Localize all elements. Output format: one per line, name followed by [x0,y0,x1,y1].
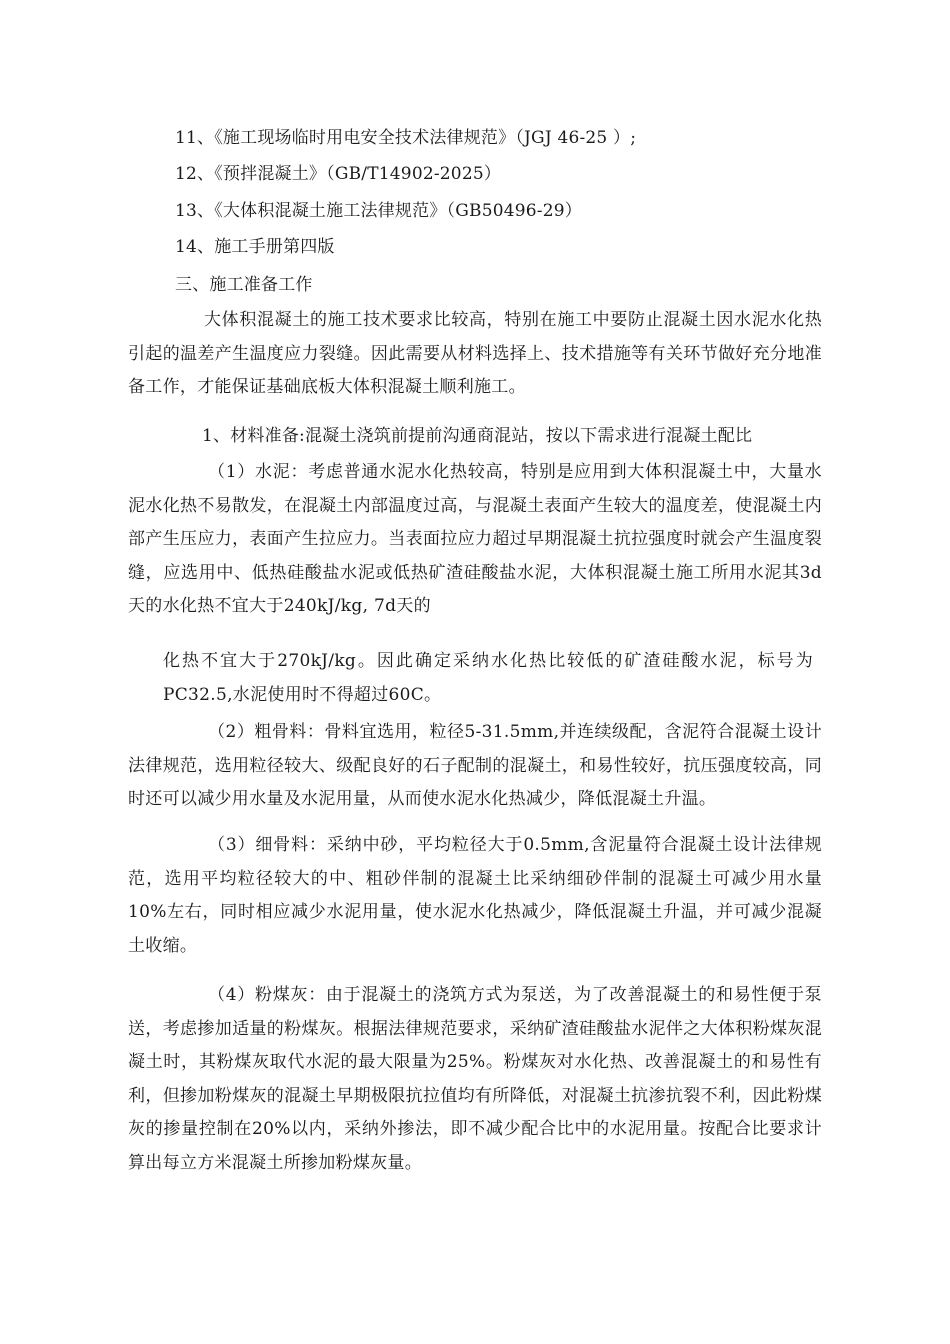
cement-paragraph: （1）水泥：考虑普通水泥水化热较高，特别是应用到大体积混凝土中，大量水泥水化热不易散发，在混凝土内部温度过高，与混凝土表面产生较大的温度差，使混凝土内部产生压应力，表面产生拉应力。当表面拉应力超过早期混凝土抗拉强度时就会产生温度裂缝，应选用中、低热硅酸盐水泥或低热矿渣硅酸盐水泥，大体积混凝土施工所用水泥其3d天的水化热不宜大于240kJ/kg, 7d天的 [128,462,822,616]
reference-item-14: 14、施工手册第四版 [175,237,335,257]
fly-ash-paragraph: （4）粉煤灰：由于混凝土的浇筑方式为泵送，为了改善混凝土的和易性便于泵送，考虑掺加适量的粉煤灰。根据法律规范要求，采纳矿渣硅酸盐水泥伴之大体积粉煤灰混凝土时，其粉煤灰取代水泥的最大限量为25%。粉煤灰对水化热、改善混凝土的和易性有利，但掺加粉煤灰的混凝土早期极限抗拉值均有所降低，对混凝土抗渗抗裂不利，因此粉煤灰的掺量控制在20%以内，采纳外掺法，即不减少配合比中的水泥用量。按配合比要求计算出每立方米混凝土所掺加粉煤灰量。 [128,985,822,1173]
reference-item-12: 12、《预拌混凝土》（GB/T14902-2025） [175,164,502,184]
fine-aggregate-paragraph: （3）细骨料：采纳中砂，平均粒径大于0.5mm,含泥量符合混凝土设计法律规范，选用平均粒径较大的中、粗砂伴制的混凝土比采纳细砂伴制的混凝土可减少用水量10%左右，同时相应减少水泥用量，使水泥水化热减少，降低混凝土升温，并可减少混凝土收缩。 [128,835,822,956]
cement-continuation-paragraph: 化热不宜大于270kJ/kg。因此确定采纳水化热比较低的矿渣硅酸水泥，标号为PC32.5,水泥使用时不得超过60C。 [163,651,813,705]
coarse-aggregate-paragraph: （2）粗骨料：骨料宜选用，粒径5-31.5mm,并连续级配，含泥符合混凝土设计法律规范，选用粒径较大、级配良好的石子配制的混凝土，和易性较好，抗压强度较高，同时还可以减少用水量及水泥用量，从而使水泥水化热减少，降低混凝土升温。 [128,722,822,809]
section-heading: 三、施工准备工作 [175,275,313,295]
intro-paragraph: 大体积混凝土的施工技术要求比较高，特别在施工中要防止混凝土因水泥水化热引起的温差产生温度应力裂缝。因此需要从材料选择上、技术措施等有关环节做好充分地准备工作，才能保证基础底板大体积混凝土顺利施工。 [128,310,822,397]
reference-item-13: 13、《大体积混凝土施工法律规范》（GB50496-29） [175,201,582,221]
reference-item-11: 11、《施工现场临时用电安全技术法律规范》（JGJ 46-25 ）; [175,128,637,148]
materials-heading: 1、材料准备:混凝土浇筑前提前沟通商混站，按以下需求进行混凝土配比 [202,426,753,446]
